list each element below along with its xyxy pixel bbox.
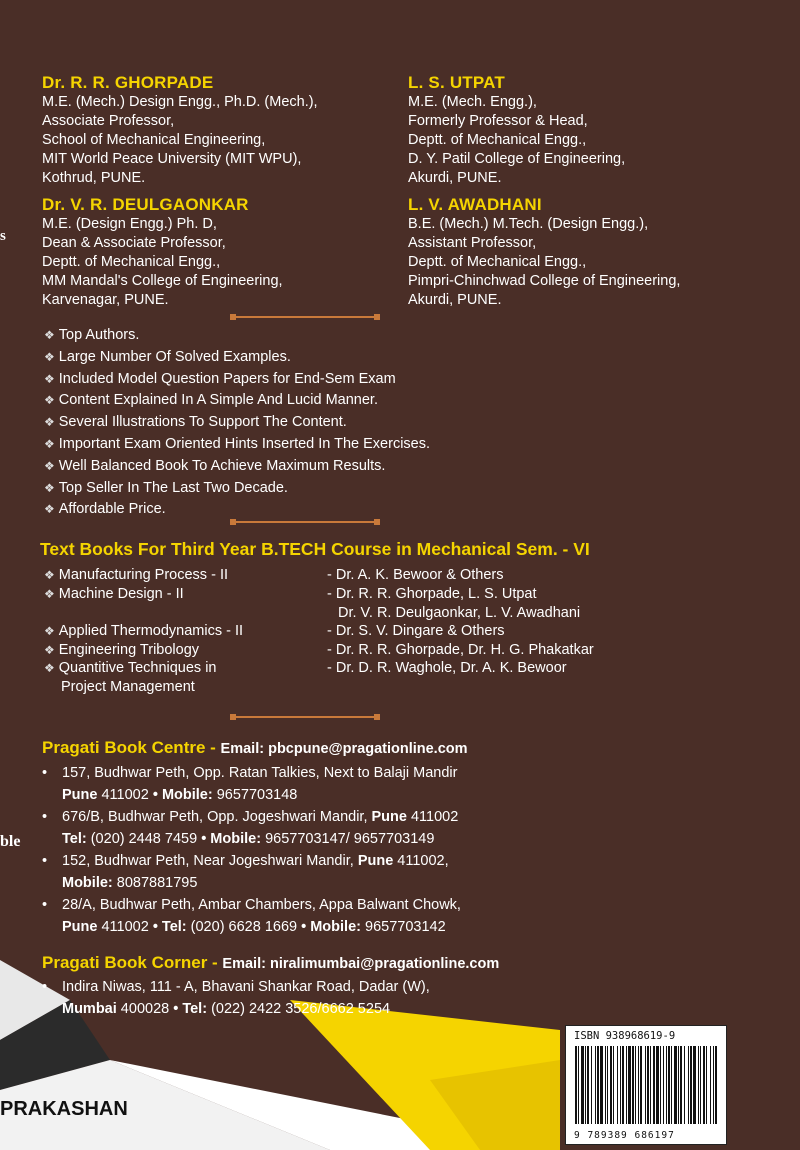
diamond-bullet-icon: ❖ bbox=[44, 349, 55, 364]
author-detail-line: M.E. (Mech. Engg.), bbox=[408, 94, 537, 110]
barcode-bar bbox=[640, 1046, 642, 1124]
diamond-bullet-icon: ❖ bbox=[44, 502, 55, 517]
author-detail-line: Dean & Associate Professor, bbox=[42, 235, 226, 251]
textbook-subject: ❖ Applied Thermodynamics - II bbox=[44, 623, 244, 639]
address-item: • 157, Budhwar Peth, Opp. Ratan Talkies, Next to Balaji Mandir bbox=[42, 762, 461, 784]
author-detail-line: D. Y. Patil College of Engineering, bbox=[408, 151, 626, 167]
barcode-bar bbox=[581, 1046, 584, 1124]
author-detail-line: Deptt. of Mechanical Engg., bbox=[408, 132, 587, 148]
author-detail-line: M.E. (Design Engg.) Ph. D, bbox=[42, 216, 217, 232]
barcode-bar bbox=[613, 1046, 614, 1124]
author-detail-line: Karvenagar, PUNE. bbox=[42, 292, 169, 308]
author-detail-line: Assistant Professor, bbox=[408, 235, 537, 251]
author-details-deulgaonkar bbox=[42, 215, 283, 310]
diamond-bullet-icon: ❖ bbox=[44, 328, 55, 342]
barcode-bar bbox=[626, 1046, 627, 1124]
publisher-name: PRAKASHAN bbox=[0, 1098, 128, 1120]
barcode-bar bbox=[620, 1046, 621, 1124]
textbook-authors: - Dr. R. R. Ghorpade, Dr. H. G. Phakatkar bbox=[327, 642, 594, 658]
author-name-deulgaonkar: Dr. V. R. DEULGAONKAR bbox=[42, 195, 249, 214]
author-detail-line: Associate Professor, bbox=[42, 113, 175, 129]
barcode-bar bbox=[680, 1046, 682, 1124]
author-detail-line: Formerly Professor & Head, bbox=[408, 113, 588, 129]
textbook-authors: Dr. V. R. Deulgaonkar, L. V. Awadhani bbox=[338, 605, 581, 621]
barcode-bar bbox=[595, 1046, 596, 1124]
barcode-bar bbox=[638, 1046, 639, 1124]
barcode-bar bbox=[688, 1046, 689, 1124]
feature-item: ❖ Well Balanced Book To Achieve Maximum Results. bbox=[44, 457, 386, 474]
author-details-ghorpade bbox=[42, 93, 318, 188]
shop-email[interactable]: Email: niralimumbai@pragationline.com bbox=[222, 956, 500, 972]
barcode-bar bbox=[656, 1046, 659, 1124]
barcode-bar bbox=[578, 1046, 579, 1124]
textbook-subject: ❖ Machine Design - II bbox=[44, 586, 184, 602]
barcode-bar bbox=[700, 1046, 701, 1124]
textbook-authors: - Dr. D. R. Waghole, Dr. A. K. Bewoor bbox=[327, 660, 567, 676]
barcode-bar bbox=[666, 1046, 667, 1124]
author-name-utpat: L. S. UTPAT bbox=[408, 73, 505, 92]
author-detail-line: Akurdi, PUNE. bbox=[408, 292, 502, 308]
barcode-bar bbox=[647, 1046, 649, 1124]
barcode-bar bbox=[610, 1046, 612, 1124]
textbook-authors: - Dr. S. V. Dingare & Others bbox=[327, 623, 505, 639]
barcode-bar bbox=[607, 1046, 608, 1124]
shop-title-mumbai: Pragati Book Corner - Email: niralimumbai@pragationline.com bbox=[42, 953, 500, 972]
barcode-bar bbox=[600, 1046, 603, 1124]
barcode-bar bbox=[575, 1046, 577, 1124]
shop-title-pune: Pragati Book Centre - Email: pbcpune@pragationline.com bbox=[42, 738, 468, 757]
author-detail-line: Deptt. of Mechanical Engg., bbox=[408, 254, 587, 270]
barcode-bar bbox=[628, 1046, 631, 1124]
textbook-subject: ❖ Manufacturing Process - II bbox=[44, 567, 229, 583]
shop-email[interactable]: Email: pbcpune@pragationline.com bbox=[220, 741, 468, 757]
feature-item: ❖ Top Seller In The Last Two Decade. bbox=[44, 479, 288, 496]
mumbai-addresses bbox=[42, 976, 430, 1020]
feature-list bbox=[44, 325, 430, 521]
section-divider bbox=[230, 314, 380, 320]
diamond-bullet-icon: ❖ bbox=[44, 393, 55, 408]
barcode-bar bbox=[678, 1046, 679, 1124]
barcode-bar bbox=[591, 1046, 592, 1124]
author-detail-line: MM Mandal's College of Engineering, bbox=[42, 273, 283, 289]
diamond-bullet-icon: ❖ bbox=[44, 415, 55, 430]
author-name-awadhani: L. V. AWADHANI bbox=[408, 195, 542, 214]
barcode-bar bbox=[710, 1046, 711, 1124]
barcode-bar bbox=[703, 1046, 705, 1124]
textbooks-title: Text Books For Third Year B.TECH Course in Mechanical Sem. - VI bbox=[40, 539, 590, 559]
section-divider bbox=[230, 519, 380, 525]
address-contact: Tel: (020) 2448 7459 • Mobile: 9657703147/ 9657703149 bbox=[62, 831, 435, 847]
author-details-utpat bbox=[408, 93, 625, 188]
diamond-bullet-icon: ❖ bbox=[44, 587, 55, 601]
textbook-subject: ❖ Engineering Tribology bbox=[44, 642, 200, 658]
address-contact: Mobile: 8087881795 bbox=[62, 875, 198, 891]
feature-item: ❖ Affordable Price. bbox=[44, 501, 166, 518]
barcode-bar bbox=[674, 1046, 677, 1124]
author-detail-line: MIT World Peace University (MIT WPU), bbox=[42, 151, 302, 167]
feature-item: ❖ Included Model Question Papers for End-Sem Exam bbox=[44, 370, 396, 387]
barcode-bar bbox=[693, 1046, 696, 1124]
barcode-bar bbox=[622, 1046, 624, 1124]
address-item: • 28/A, Budhwar Peth, Ambar Chambers, Appa Balwant Chowk, bbox=[42, 894, 461, 916]
address-contact: Mumbai 400028 • Tel: (022) 2422 3526/6662 5254 bbox=[62, 1001, 391, 1017]
textbook-authors: - Dr. R. R. Ghorpade, L. S. Utpat bbox=[327, 586, 537, 602]
isbn-text: ISBN 938968619-9 bbox=[574, 1030, 676, 1042]
author-detail-line: B.E. (Mech.) M.Tech. (Design Engg.), bbox=[408, 216, 649, 232]
barcode-bar bbox=[663, 1046, 664, 1124]
feature-item: ❖ Content Explained In A Simple And Lucid Manner. bbox=[44, 392, 378, 409]
diamond-bullet-icon: ❖ bbox=[44, 436, 55, 451]
author-detail-line: School of Mechanical Engineering, bbox=[42, 132, 266, 148]
address-contact: Pune 411002 • Tel: (020) 6628 1669 • Mobile: 9657703142 bbox=[62, 919, 446, 935]
edge-text-s: s bbox=[0, 228, 6, 244]
bullet-icon: • bbox=[42, 765, 48, 781]
feature-item: ❖ Large Number Of Solved Examples. bbox=[44, 348, 291, 365]
diamond-bullet-icon: ❖ bbox=[44, 568, 55, 582]
barcode-bar bbox=[713, 1046, 714, 1124]
feature-item: ❖ Important Exam Oriented Hints Inserted In The Exercises. bbox=[44, 435, 431, 452]
barcode-bar bbox=[645, 1046, 646, 1124]
barcode-bar bbox=[597, 1046, 599, 1124]
bullet-icon: • bbox=[42, 897, 48, 913]
barcode-bar bbox=[706, 1046, 707, 1124]
barcode-bar bbox=[605, 1046, 606, 1124]
author-detail-line: Kothrud, PUNE. bbox=[42, 170, 146, 186]
bullet-icon: • bbox=[42, 979, 48, 995]
address-item: • Indira Niwas, 111 - A, Bhavani Shankar Road, Dadar (W), bbox=[42, 976, 430, 998]
author-detail-line: Pimpri-Chinchwad College of Engineering, bbox=[408, 273, 681, 289]
barcode-bar bbox=[585, 1046, 586, 1124]
barcode-number: 9 789389 686197 bbox=[574, 1130, 675, 1141]
pune-addresses bbox=[42, 762, 461, 938]
diamond-bullet-icon: ❖ bbox=[44, 624, 55, 638]
barcode-bar bbox=[671, 1046, 672, 1124]
author-name-ghorpade: Dr. R. R. GHORPADE bbox=[42, 73, 214, 92]
barcode-bar bbox=[650, 1046, 651, 1124]
section-divider bbox=[230, 714, 380, 720]
diamond-bullet-icon: ❖ bbox=[44, 643, 55, 657]
diamond-bullet-icon: ❖ bbox=[44, 371, 55, 386]
diamond-bullet-icon: ❖ bbox=[44, 458, 55, 473]
diamond-bullet-icon: ❖ bbox=[44, 661, 55, 675]
bullet-icon: • bbox=[42, 853, 48, 869]
barcode-bar bbox=[690, 1046, 692, 1124]
barcode-bar bbox=[660, 1046, 661, 1124]
barcode-bar bbox=[587, 1046, 589, 1124]
author-detail-line: M.E. (Mech.) Design Engg., Ph.D. (Mech.), bbox=[42, 94, 318, 110]
edge-text-ble: ble bbox=[0, 833, 21, 850]
barcode-bar bbox=[698, 1046, 699, 1124]
textbook-subject: ❖ Quantitive Techniques in bbox=[44, 660, 217, 676]
diamond-bullet-icon: ❖ bbox=[44, 480, 55, 495]
author-details-awadhani bbox=[408, 215, 680, 310]
barcode-bar bbox=[632, 1046, 634, 1124]
feature-item: ❖ Several Illustrations To Support The Content. bbox=[44, 414, 347, 431]
barcode-bar bbox=[617, 1046, 618, 1124]
barcode-bars bbox=[573, 1046, 719, 1126]
barcode-bar bbox=[715, 1046, 717, 1124]
isbn-barcode bbox=[565, 1025, 727, 1145]
feature-item: ❖ Top Authors. bbox=[44, 327, 140, 343]
textbook-authors: - Dr. A. K. Bewoor & Others bbox=[327, 567, 504, 583]
author-detail-line: Deptt. of Mechanical Engg., bbox=[42, 254, 221, 270]
author-detail-line: Akurdi, PUNE. bbox=[408, 170, 502, 186]
address-contact: Pune 411002 • Mobile: 9657703148 bbox=[62, 787, 298, 803]
address-item: • 152, Budhwar Peth, Near Jogeshwari Mandir, Pune 411002, bbox=[42, 850, 461, 872]
barcode-bar bbox=[653, 1046, 655, 1124]
barcode-bar bbox=[635, 1046, 636, 1124]
textbook-subject: Project Management bbox=[61, 679, 195, 695]
bullet-icon: • bbox=[42, 809, 48, 825]
barcode-bar bbox=[668, 1046, 670, 1124]
address-item: • 676/B, Budhwar Peth, Opp. Jogeshwari Mandir, Pune 411002 bbox=[42, 806, 461, 828]
barcode-bar bbox=[684, 1046, 685, 1124]
